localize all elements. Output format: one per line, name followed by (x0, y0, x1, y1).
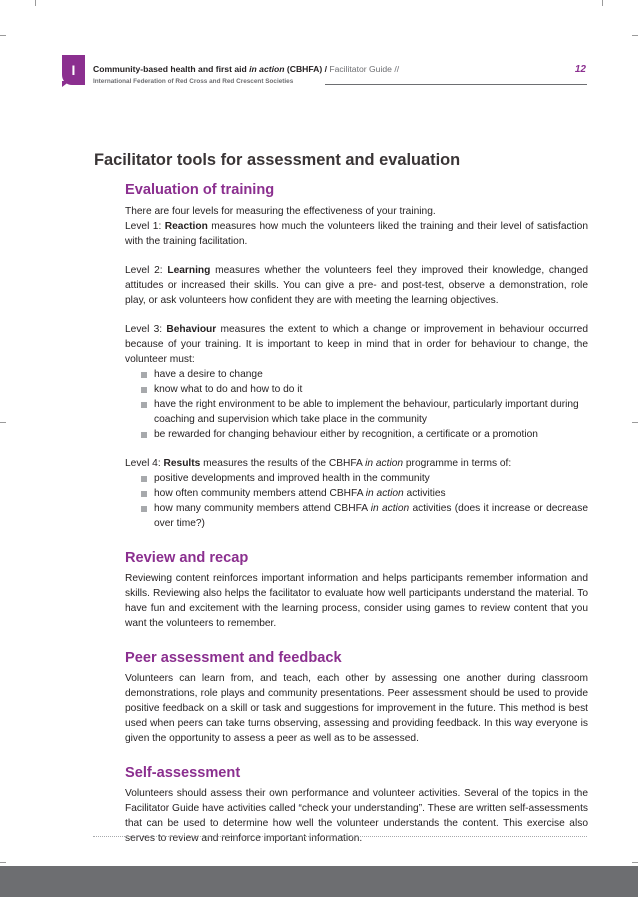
footer-band (0, 866, 638, 897)
header-title-part4: Facilitator Guide // (329, 64, 400, 74)
header-title-part1: Community-based health and first aid (93, 64, 250, 74)
self-heading: Self-assessment (125, 765, 241, 781)
header-title-part2: in action (249, 64, 285, 74)
running-header-org: International Federation of Red Cross and Red Crescent Societies (93, 78, 294, 85)
header-title-part3: (CBHFA) / (284, 64, 330, 74)
crop-mark (0, 422, 6, 423)
level2-text: measures whether the volunteers feel they improved their knowledge, changed attitudes or increased their skills. You can give a pre- and post-test, observe a demonstration, role play, or ask volunteers how confident they are with meeting the learning objectives. (125, 265, 588, 306)
level2-prefix: Level 2: (125, 265, 168, 276)
crop-mark (0, 862, 6, 863)
level1-text: measures how much the volunteers liked the training and their level of satisfaction with the training facilitation. (125, 221, 589, 247)
review-heading: Review and recap (125, 550, 249, 566)
crop-mark (632, 422, 638, 423)
level3-bullet-list (125, 367, 588, 442)
page-number: 12 (574, 64, 586, 75)
crop-mark (602, 0, 603, 6)
chapter-tab-letter: I (71, 62, 76, 78)
footer-dotted-rule (93, 836, 587, 837)
crop-mark (0, 35, 6, 36)
level4-text-a: measures the results of the CBHFA (200, 458, 366, 469)
chapter-tab-tail (62, 81, 70, 87)
crop-mark (632, 862, 638, 863)
level3-term: Behaviour (166, 324, 217, 335)
level1-paragraph (125, 219, 588, 249)
level4-bullet2-a: how often community members attend CBHFA (154, 488, 366, 499)
level3-paragraph (125, 322, 588, 367)
peer-text: Volunteers can learn from, and teach, each other by assessing one another during classroom demonstrations, role plays and community presentations. Peer assessment should be used to provide positive feedback on a skill or task and suggestions for improvement in the future. This method is best used when peers can take turns observing, assessing and providing feedback. In this way everyone is given the opportunity to assess a peer as well as to be assessed. (125, 673, 588, 744)
crop-mark (632, 35, 638, 36)
crop-mark (35, 0, 36, 6)
level3-text: measures the extent to which a change or improvement in behaviour occurred because of your training. It is important to keep in mind that in order for behaviour to change, the volunteer must: (125, 324, 588, 365)
evaluation-heading: Evaluation of training (125, 182, 275, 198)
level2-term: Learning (167, 265, 211, 276)
list-item (140, 486, 588, 501)
level4-term: Results (163, 458, 201, 469)
level4-text-b: programme in terms of: (403, 458, 512, 469)
list-item: know what to do and how to do it (140, 382, 588, 397)
review-text: Reviewing content reinforces important information and helps participants remember information and skills. Reviewing also helps the facilitator to evaluate how well participants understand the material. To have fun and excitement with the learning process, consider using games to review content that you want the volunteers to remember. (125, 573, 588, 629)
peer-heading: Peer assessment and feedback (125, 650, 342, 666)
level4-prefix: Level 4: (125, 458, 164, 469)
section-title: Facilitator tools for assessment and evaluation (94, 151, 461, 169)
level4-bullet2-b: activities (403, 488, 446, 499)
level4-paragraph (125, 456, 588, 471)
level4-bullet-list (125, 471, 588, 531)
level1-term: Reaction (164, 221, 208, 232)
level3-prefix: Level 3: (125, 324, 167, 335)
level2-paragraph (125, 263, 588, 308)
list-item: have the right environment to be able to implement the behaviour, particularly important during coaching and supervision which take place in the community (140, 397, 588, 427)
level4-bullet3-b: activities (does it increase or decrease over time?) (154, 503, 588, 529)
list-item (140, 501, 588, 531)
evaluation-intro: There are four levels for measuring the effectiveness of your training. (125, 206, 436, 217)
level4-bullet3-a: how many community members attend CBHFA (154, 503, 371, 514)
level4-bullet2-italic: in action (365, 488, 404, 499)
running-header-title (93, 64, 399, 74)
header-rule (325, 84, 587, 85)
level1-prefix: Level 1: (125, 221, 165, 232)
self-text: Volunteers should assess their own performance and volunteer activities. Several of the topics in the Facilitator Guide have activities called “check your understanding”. These are written self-assessments that can be used to determine how well the volunteer understands the content. This exercise also serves to review and reinforce important information. (125, 788, 588, 844)
list-item: be rewarded for changing behaviour either by recognition, a certificate or a promotion (140, 427, 588, 442)
list-item: have a desire to change (140, 367, 588, 382)
level4-bullet3-italic: in action (370, 503, 410, 514)
level4-text-italic: in action (365, 458, 404, 469)
content-column (125, 181, 588, 846)
list-item: positive developments and improved health in the community (140, 471, 588, 486)
